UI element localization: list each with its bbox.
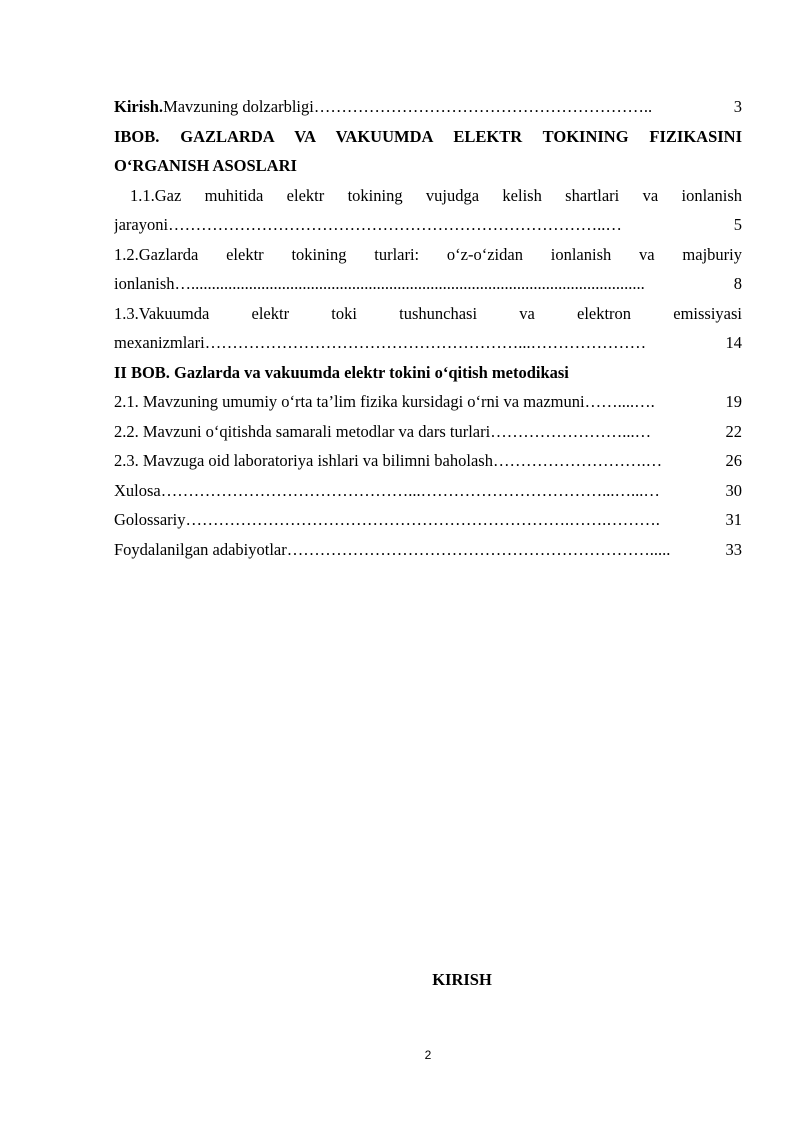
toc-intro-page: 3 — [733, 97, 742, 116]
toc-item-2-2-text: 2.2. Mavzuni o‘qitishda samarali metodlar va dars turlari — [114, 421, 491, 441]
toc-glossary-dots: …………………………………………………………….…….………. — [185, 510, 660, 529]
table-of-contents — [114, 92, 742, 564]
toc-item-1-2-page: 8 — [733, 274, 742, 293]
toc-item-1-3-text: mexanizmlari — [114, 333, 205, 352]
toc-item-2-3-page: 26 — [725, 451, 742, 470]
toc-entry-intro — [114, 92, 742, 122]
toc-references — [114, 535, 742, 565]
toc-intro-dots: …………………………………………………….. — [313, 97, 653, 116]
kirish-heading: KIRISH — [432, 970, 492, 989]
toc-item-2-1-dots: ……....…. — [584, 392, 655, 411]
toc-item-1-3-line2 — [114, 328, 742, 358]
toc-item-2-3-dots: ……………………….… — [492, 451, 663, 470]
toc-item-2-1-page: 19 — [725, 392, 742, 411]
toc-references-page: 33 — [725, 539, 742, 559]
page-number: 2 — [424, 1048, 432, 1062]
toc-item-1-2-dots: .............................................................................................................. — [191, 274, 645, 293]
toc-item-1-1-line2 — [114, 210, 742, 240]
toc-chapter1-line1: IBOB. GAZLARDA VA VAKUUMDA ELEKTR TOKINING FIZIKASINI — [114, 126, 742, 146]
toc-item-1-3-dots: …………………………………………………...………………… — [204, 333, 647, 352]
toc-item-2-1 — [114, 387, 742, 417]
toc-item-1-1-page: 5 — [733, 215, 742, 234]
toc-xulosa — [114, 476, 742, 506]
toc-xulosa-dots: ………………………………………...……………………………...…...… — [160, 480, 660, 500]
toc-item-1-3-page: 14 — [725, 333, 742, 352]
toc-item-1-2-text: ionlanish… — [114, 274, 191, 293]
toc-intro-title: Mavzuning dolzarbligi — [163, 97, 314, 116]
toc-item-2-3-text: 2.3. Mavzuga oid laboratoriya ishlari va bilimni baholash — [114, 451, 493, 470]
toc-glossary-page: 31 — [725, 510, 742, 529]
toc-xulosa-text: Xulosa — [114, 480, 161, 500]
toc-item-2-1-text: 2.1. Mavzuning umumiy o‘rta ta’lim fizika kursidagi o‘rni va mazmuni — [114, 392, 585, 411]
toc-item-2-3 — [114, 446, 742, 476]
toc-references-text: Foydalanilgan adabiyotlar — [114, 539, 287, 559]
toc-glossary-text: Golossariy — [114, 510, 186, 529]
toc-xulosa-page: 30 — [725, 480, 742, 500]
toc-intro-label: Kirish. — [114, 97, 164, 116]
toc-item-2-2 — [114, 417, 742, 447]
toc-item-1-1-text: jarayoni — [114, 215, 169, 234]
toc-item-1-2-line2 — [114, 269, 742, 299]
toc-chapter1-line2: O‘RGANISH ASOSLARI — [114, 156, 297, 175]
toc-glossary — [114, 505, 742, 535]
toc-item-1-1-line1: 1.1.Gaz muhitida elektr tokining vujudga kelish shartlari va ionlanish — [130, 185, 742, 205]
toc-item-2-2-dots: ……………………...… — [490, 421, 652, 441]
toc-item-1-3-line1: 1.3.Vakuumda elektr toki tushunchasi va elektron emissiyasi — [114, 303, 742, 323]
toc-item-1-1-dots: ……………………………………………………………………..… — [168, 215, 622, 234]
toc-chapter2-title: II BOB. Gazlarda va vakuumda elektr tokini o‘qitish metodikasi — [114, 362, 569, 382]
toc-item-1-2-line1: 1.2.Gazlarda elektr tokining turlari: o‘z-o‘zidan ionlanish va majburiy — [114, 244, 742, 264]
toc-item-2-2-page: 22 — [725, 421, 742, 441]
toc-references-dots: …………………………………………………………..... — [286, 539, 671, 559]
